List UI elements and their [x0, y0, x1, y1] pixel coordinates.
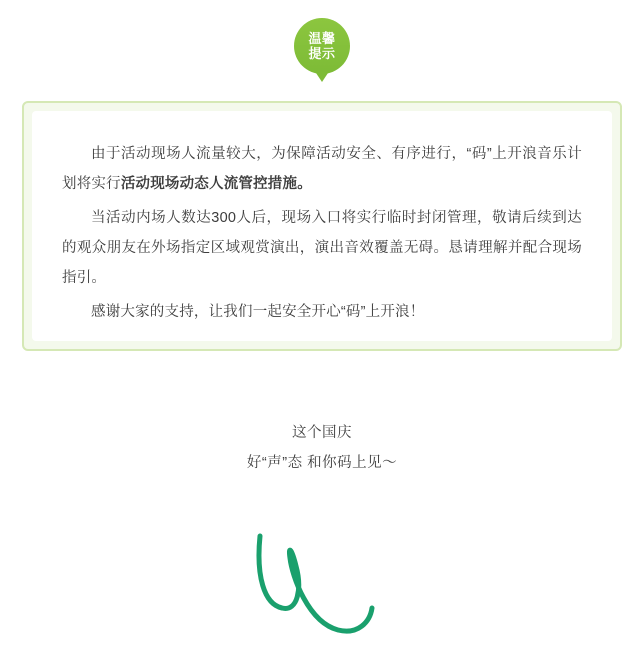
notice-badge [294, 18, 350, 74]
handwritten-squiggle-icon [252, 530, 392, 640]
notice-card-body [32, 111, 612, 341]
notice-card [22, 101, 622, 351]
closing-line-2: 好“声”态 和你码上见～ [246, 455, 398, 471]
notice-paragraph-1-text-a: 由于活动现场人流量较大，为保障活动安全、有序进行，“码”上开浪音乐计划将实行 [62, 146, 582, 192]
notice-badge-wrapper [0, 18, 644, 74]
notice-paragraph-3: 感谢大家的支持，让我们一起安全开心“码”上开浪！ [91, 304, 425, 320]
closing-line-1: 这个国庆 [292, 425, 352, 441]
notice-paragraph-1 [62, 139, 582, 199]
closing-block [0, 418, 644, 478]
badge-line-2: 提示 [308, 46, 336, 61]
badge-line-1: 温馨 [308, 31, 336, 46]
notice-paragraph-2: 当活动内场人数达300人后，现场入口将实行临时封闭管理，敬请后续到达的观众朋友在外场指定区域观赏演出，演出音效覆盖无碍。恳请理解并配合现场指引。 [62, 210, 582, 286]
signature-wrapper [0, 530, 644, 640]
notice-paragraph-1-text-b: 活动现场动态人流管控措施。 [120, 176, 312, 192]
